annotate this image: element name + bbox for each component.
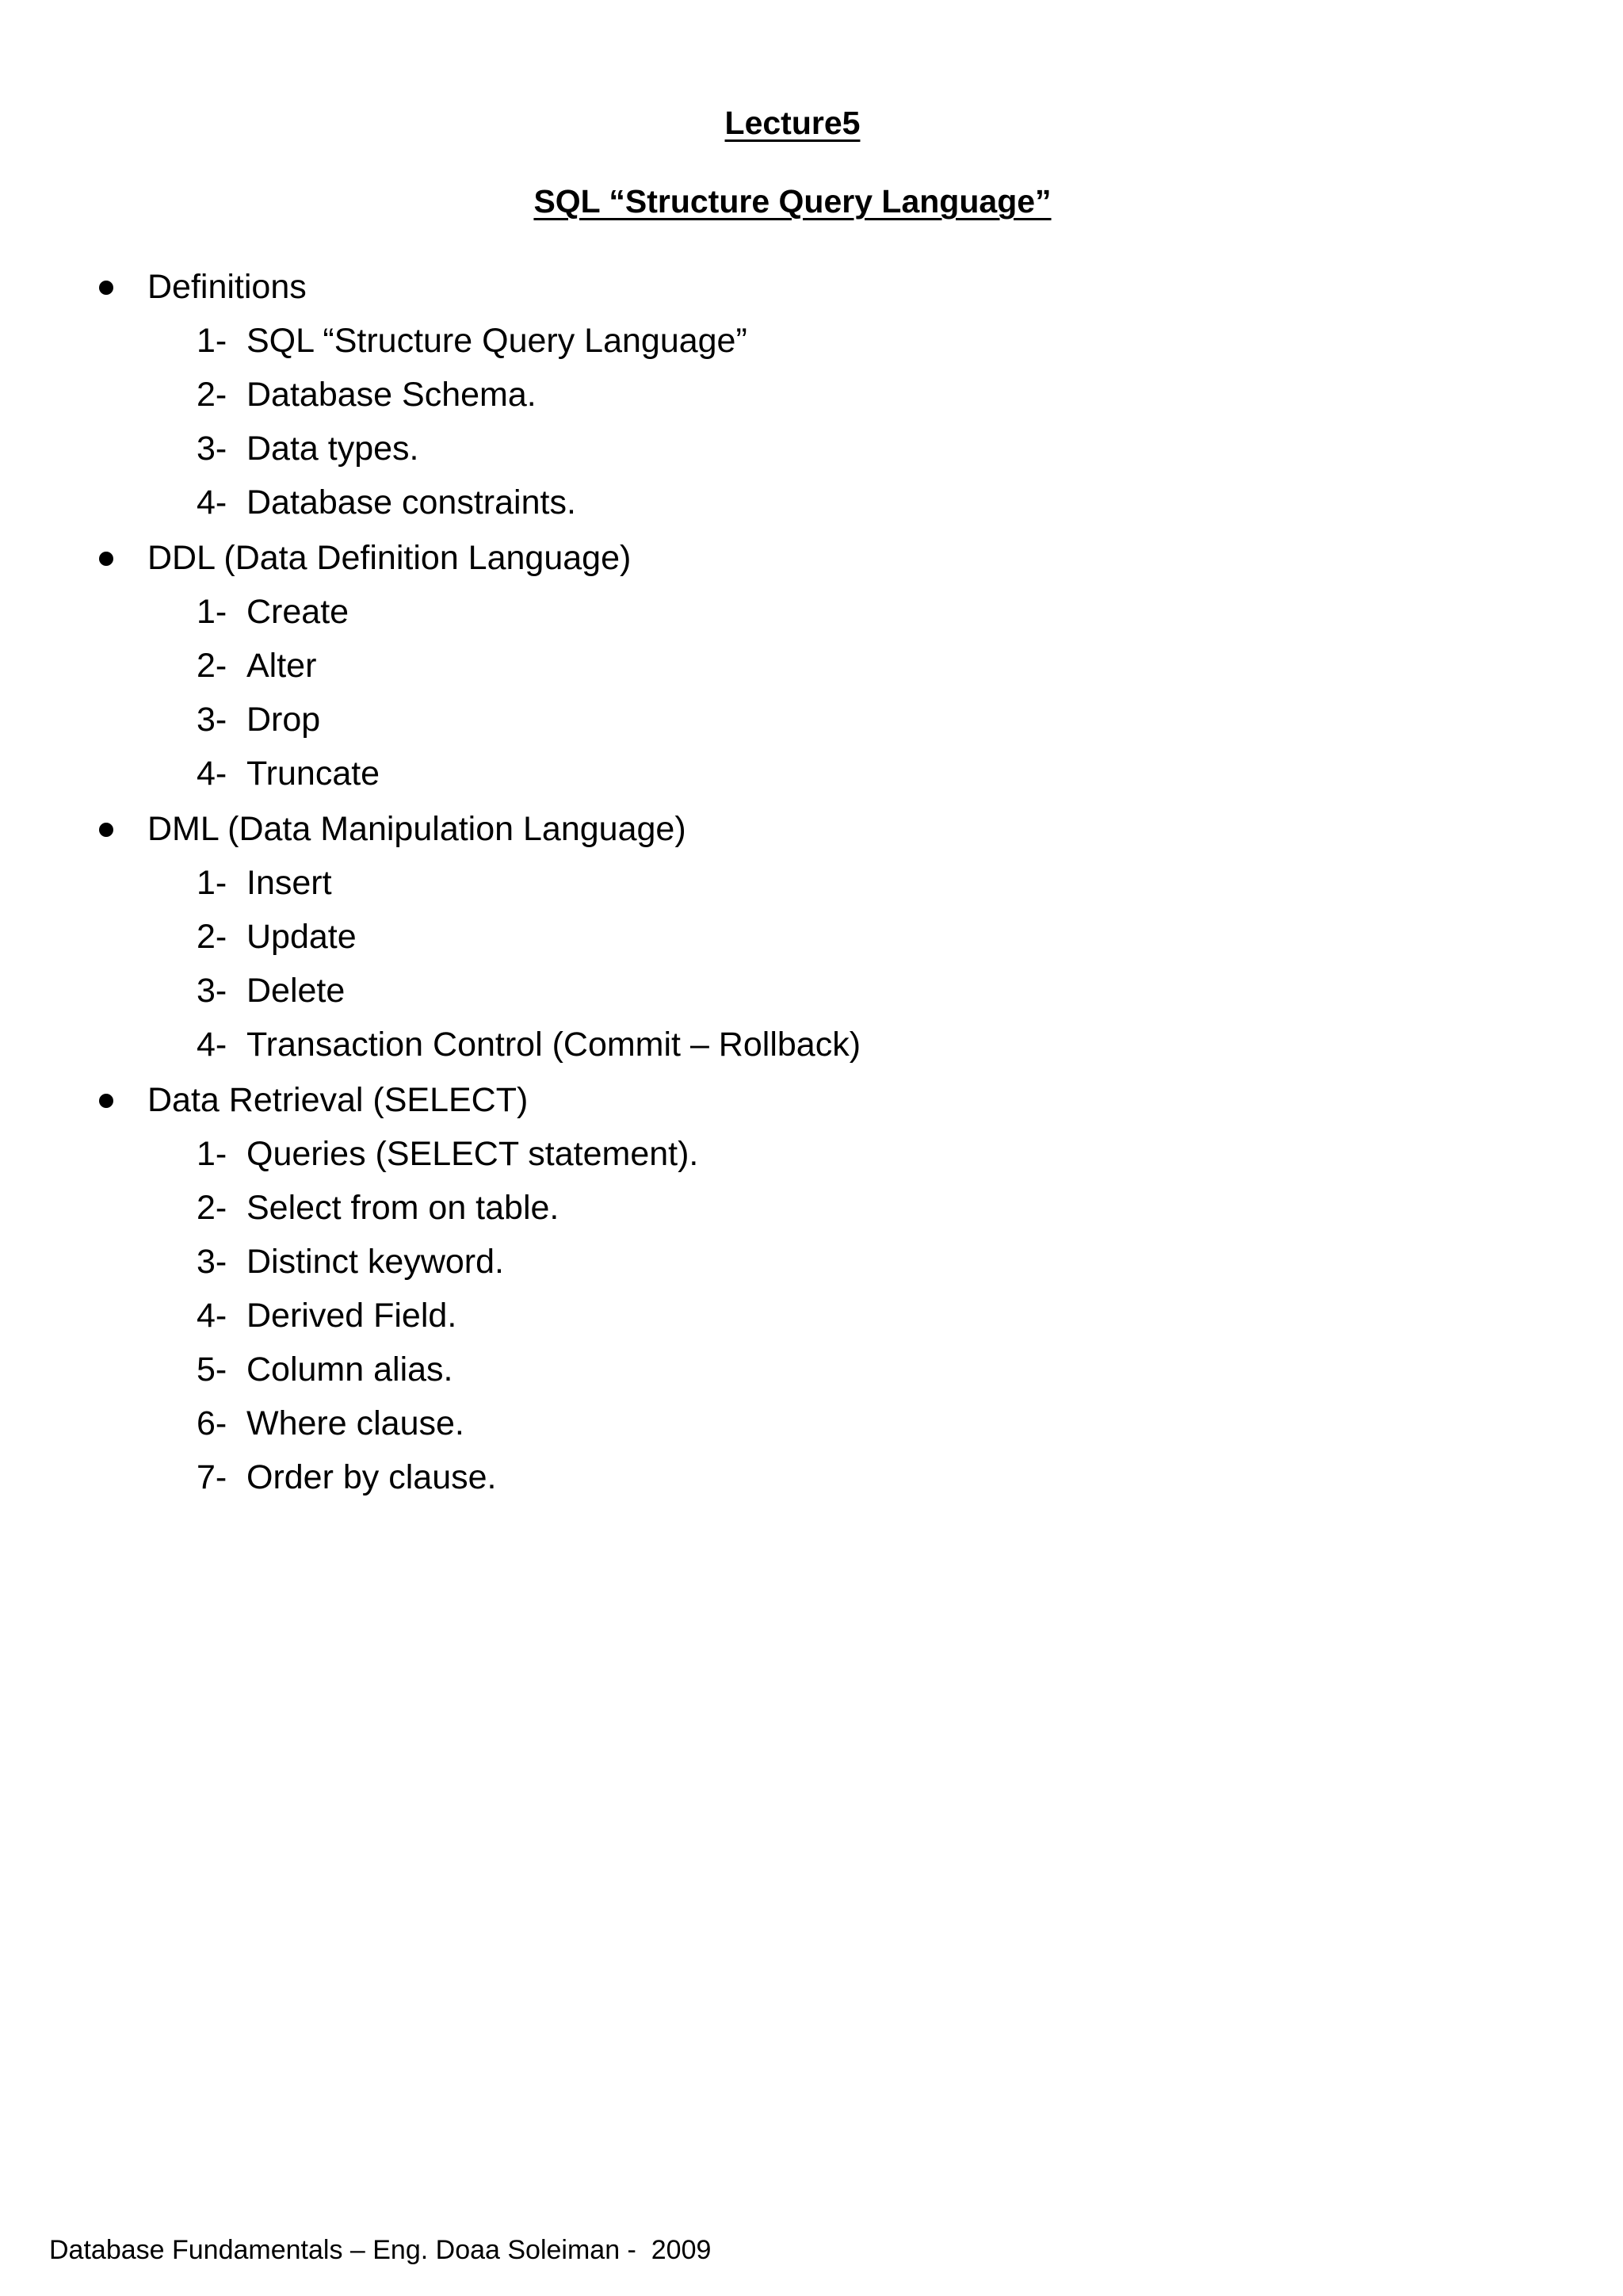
list-item: Insert — [246, 864, 332, 902]
section-heading: DDL (Data Definition Language) — [147, 539, 632, 577]
bullet-icon — [99, 1094, 113, 1108]
list-item-number: 2- — [197, 647, 227, 685]
section-heading: Data Retrieval (SELECT) — [147, 1081, 529, 1119]
list-item-number: 4- — [197, 1026, 227, 1064]
lecture-title: Lecture5 — [724, 105, 861, 141]
page-footer: Database Fundamentals – Eng. Doaa Soleiman - 2009 — [49, 2235, 712, 2265]
list-item: SQL “Structure Query Language” — [246, 322, 747, 360]
list-item: Column alias. — [246, 1350, 453, 1389]
list-item: Update — [246, 918, 357, 956]
list-item: Derived Field. — [246, 1297, 457, 1335]
list-item: Delete — [246, 972, 346, 1010]
list-item-number: 3- — [197, 1243, 227, 1281]
list-item-number: 2- — [197, 918, 227, 956]
lecture-subtitle: SQL “Structure Query Language” — [533, 183, 1052, 220]
section-heading: DML (Data Manipulation Language) — [147, 810, 686, 848]
list-item-number: 2- — [197, 1189, 227, 1227]
section-heading: Definitions — [147, 268, 307, 306]
list-item-number: 4- — [197, 755, 227, 793]
list-item-number: 4- — [197, 1297, 227, 1335]
bullet-icon — [99, 281, 113, 295]
list-item-number: 7- — [197, 1458, 227, 1496]
list-item: Transaction Control (Commit – Rollback) — [246, 1026, 861, 1064]
list-item: Truncate — [246, 755, 380, 793]
list-item-number: 1- — [197, 864, 227, 902]
list-item: Drop — [246, 701, 321, 739]
list-item-number: 3- — [197, 701, 227, 739]
bullet-icon — [99, 552, 113, 566]
list-item: Select from on table. — [246, 1189, 559, 1227]
list-item: Queries (SELECT statement). — [246, 1135, 699, 1173]
list-item: Order by clause. — [246, 1458, 497, 1496]
list-item-number: 4- — [197, 483, 227, 521]
list-item: Where clause. — [246, 1404, 464, 1442]
list-item-number: 6- — [197, 1404, 227, 1442]
list-item: Create — [246, 593, 349, 631]
list-item-number: 1- — [197, 322, 227, 360]
list-item: Alter — [246, 647, 317, 685]
bullet-icon — [99, 823, 113, 837]
list-item-number: 3- — [197, 972, 227, 1010]
list-item-number: 1- — [197, 1135, 227, 1173]
list-item-number: 3- — [197, 430, 227, 468]
list-item-number: 1- — [197, 593, 227, 631]
list-item: Distinct keyword. — [246, 1243, 504, 1281]
list-item-number: 2- — [197, 376, 227, 414]
list-item: Data types. — [246, 430, 419, 468]
list-item: Database constraints. — [246, 483, 576, 521]
list-item-number: 5- — [197, 1350, 227, 1389]
list-item: Database Schema. — [246, 376, 537, 414]
